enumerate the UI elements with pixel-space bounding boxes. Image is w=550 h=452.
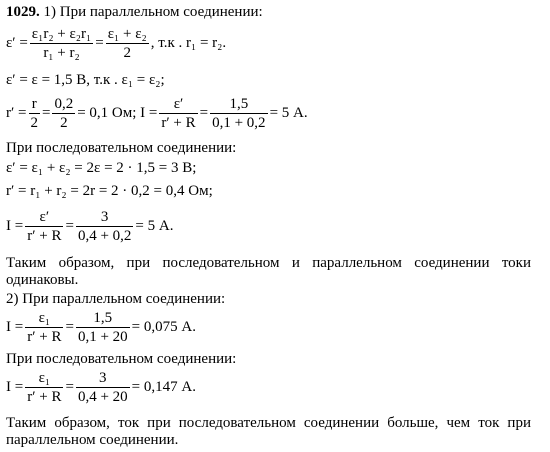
eq7-frac2-num: 1,5 [76,310,130,328]
eq7-frac1-den: r′ + R [27,329,62,345]
eq7-frac1-num: ε₁ [25,310,63,328]
eq1-frac1-num: ε₁r₂ + ε₂r₁ [31,26,92,42]
eq3-frac2-den: 2 [60,115,68,131]
eq3-frac3-den: r′ + R [161,115,196,131]
eq6-frac2-num: 3 [76,209,133,227]
eq1-equals: = [95,35,104,51]
eq6-lhs: I = [6,218,24,234]
eq8-frac2-num: 3 [76,370,130,388]
eq3-frac4-num: 1,5 [210,96,267,114]
eq3-tail: = 5 А. [269,105,308,121]
eq6-frac2-den: 0,4 + 0,2 [77,228,132,244]
eq3-fraction-3 [159,96,197,131]
eq3-fraction-2 [52,96,75,131]
eq7-equals: = [65,319,74,335]
eq1-tail: , т.к . r₁ = r₂. [150,35,227,51]
eq8-frac1-num: ε₁ [25,370,63,388]
eq8-frac2-den: 0,4 + 20 [77,389,128,405]
eq7-fraction-2 [76,310,130,345]
eq3-fraction-1 [29,96,41,131]
eq6-fraction-1 [25,209,63,244]
eq1-frac2-num: ε₁ + ε₂ [107,26,147,42]
equation-8 [6,370,196,405]
eq3-fraction-4 [210,96,267,131]
equation-4: ε′ = ε₁ + ε₂ = 2ε = 2 · 1,5 = 3 В; [6,160,197,176]
eq3-equals-2: = [199,105,209,121]
eq3-frac2-num: 0,2 [54,96,74,112]
eq6-tail: = 5 А. [135,218,174,234]
part2-heading: 2) При параллельном соединении: [6,291,226,307]
problem-header [6,4,263,21]
equation-7 [6,310,196,345]
serial-heading-2: При последовательном соединении: [6,351,237,367]
eq7-fraction-1 [25,310,63,345]
eq6-fraction-2 [76,209,133,244]
eq1-fraction-1 [30,26,93,61]
eq3-frac1-num: r [29,96,41,114]
eq3-lhs: r′ = [6,105,27,121]
eq3-mid: = 0,1 Ом; I = [77,105,158,121]
eq8-frac1-den: r′ + R [27,389,62,405]
eq8-fraction-1 [25,370,63,405]
problem-number: 1029. [6,4,40,20]
conclusion-1: Таким образом, при последовательном и параллельном соединении токи одинаковы. [6,255,531,288]
conclusion-2: Таким образом, ток при последовательном соединении больше, чем ток при параллельном соединении. [6,415,531,448]
part1-heading: 1) При параллельном соединении: [43,4,263,20]
eq3-frac3-num: ε′ [159,96,197,114]
eq6-frac1-num: ε′ [25,209,63,227]
eq3-equals-1: = [42,105,51,121]
eq3-frac4-den: 0,1 + 0,2 [212,115,266,131]
equation-3 [6,96,308,131]
eq3-frac1-den: 2 [30,115,38,131]
eq1-fraction-2 [106,26,149,61]
eq8-fraction-2 [76,370,130,405]
equation-5: r′ = r₁ + r₂ = 2r = 2 · 0,2 = 0,4 Ом; [6,183,213,199]
equation-1 [6,26,226,61]
eq1-lhs: ε′ = [6,35,28,51]
eq7-lhs: I = [6,319,24,335]
eq1-frac2-den: 2 [123,45,131,61]
eq7-tail: = 0,075 А. [131,319,196,335]
eq8-tail: = 0,147 А. [131,379,196,395]
eq8-equals: = [65,379,74,395]
eq6-equals: = [65,218,74,234]
eq8-lhs: I = [6,379,24,395]
eq1-frac1-den: r₁ + r₂ [43,45,80,61]
eq6-frac1-den: r′ + R [27,228,62,244]
eq7-frac2-den: 0,1 + 20 [77,329,128,345]
equation-2: ε′ = ε = 1,5 В, т.к . ε₁ = ε₂; [6,72,165,88]
equation-6 [6,209,173,244]
serial-heading-1: При последовательном соединении: [6,140,237,156]
